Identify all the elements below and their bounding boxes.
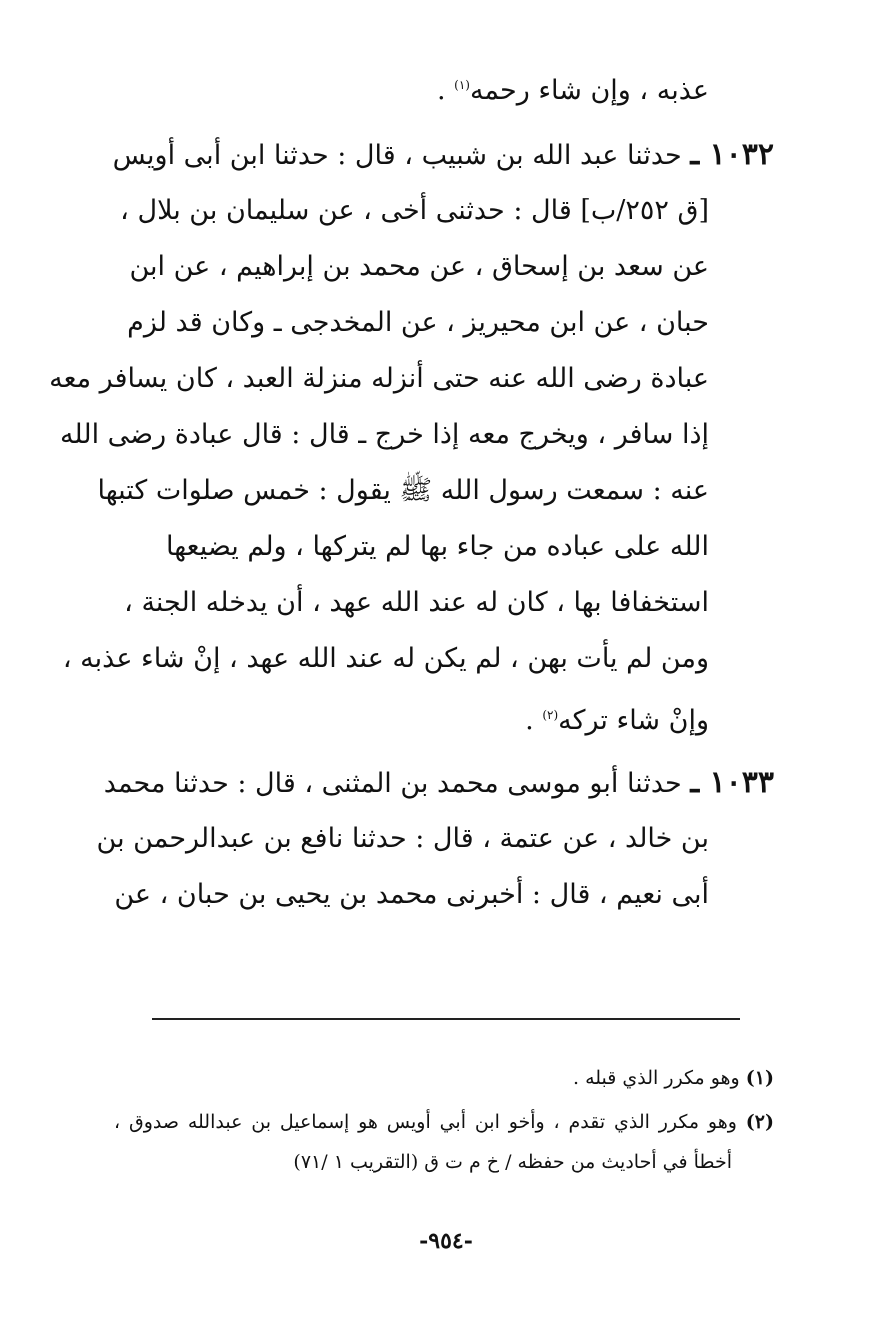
entry-1032-line: حبان ، عن ابن محيريز ، عن المخدجى ـ وكان قد لزم	[127, 307, 709, 338]
entry-1032-line: عبادة رضى الله عنه حتى أنزله منزلة العبد ، كان يسافر معه	[49, 363, 709, 394]
entry-1032-line: عنه : سمعت رسول الله ﷺ يقول : خمس صلوات كتبها	[97, 475, 709, 506]
entry-1032-first-line	[112, 128, 774, 182]
footnote-1	[114, 1062, 774, 1094]
footnote-2-mark: (٢)	[745, 1111, 774, 1133]
entry-1032-line: ومن لم يأت بهن ، لم يكن له عند الله عهد ، إنْ شاء عذبه ،	[62, 643, 709, 674]
carry-over-line	[183, 58, 709, 112]
footnote-2	[114, 1106, 774, 1138]
entry-1032-line: [ق ٢٥٢/ب] قال : حدثنى أخى ، عن سليمان بن بلال ،	[120, 195, 709, 226]
entry-1032-number: ١٠٣٢ ـ	[690, 137, 774, 172]
footnote-1-mark: (١)	[745, 1067, 774, 1089]
entry-1032-line: حدثنا عبد الله بن شبيب ، قال : حدثنا ابن أبى أويس	[112, 140, 682, 171]
page-number: -٩٥٤-	[419, 1228, 473, 1254]
entry-1033-number: ١٠٣٣ ـ	[690, 765, 774, 800]
entry-1032-last-line	[183, 688, 709, 742]
entry-1033-line: حدثنا أبو موسى محمد بن المثنى ، قال : حدثنا محمد	[103, 768, 682, 799]
entry-1032-line: استخفافا بها ، كان له عند الله عهد ، أن يدخله الجنة ،	[124, 587, 709, 618]
entry-1033-line: أبى نعيم ، قال : أخبرنى محمد بن يحيى بن حبان ، عن	[114, 879, 709, 910]
entry-1032-line: إذا سافر ، ويخرج معه إذا خرج ـ قال : قال عبادة رضى الله	[59, 419, 709, 450]
footnote-2-continuation: أخطأ في أحاديث من حفظه / خ م ت ق (التقريب ١ /٧١)	[293, 1151, 732, 1173]
entry-1033-first-line	[103, 756, 774, 810]
entry-1032-line: الله على عباده من جاء بها لم يتركها ، ولم يضيعها	[166, 531, 709, 562]
entry-1032-line: عن سعد بن إسحاق ، عن محمد بن إبراهيم ، عن ابن	[129, 251, 709, 282]
entry-1032-last-end: .	[525, 705, 543, 736]
footnote-ref-2: (٢)	[542, 708, 559, 722]
footnote-ref-1: (١)	[454, 78, 470, 92]
carry-over-text: عذبه ، وإن شاء رحمه	[469, 75, 709, 106]
footnote-2-text: وهو مكرر الذي تقدم ، وأخو ابن أبي أويس هو إسماعيل بن عبدالله صدوق ،	[114, 1111, 737, 1133]
footnote-1-text: وهو مكرر الذي قبله .	[572, 1067, 740, 1089]
footnote-separator	[152, 1018, 740, 1020]
carry-over-end: .	[436, 75, 455, 106]
entry-1033-line: بن خالد ، عن عتمة ، قال : حدثنا نافع بن عبدالرحمن بن	[96, 823, 709, 854]
entry-1032-last-text: وإنْ شاء تركه	[558, 705, 709, 736]
